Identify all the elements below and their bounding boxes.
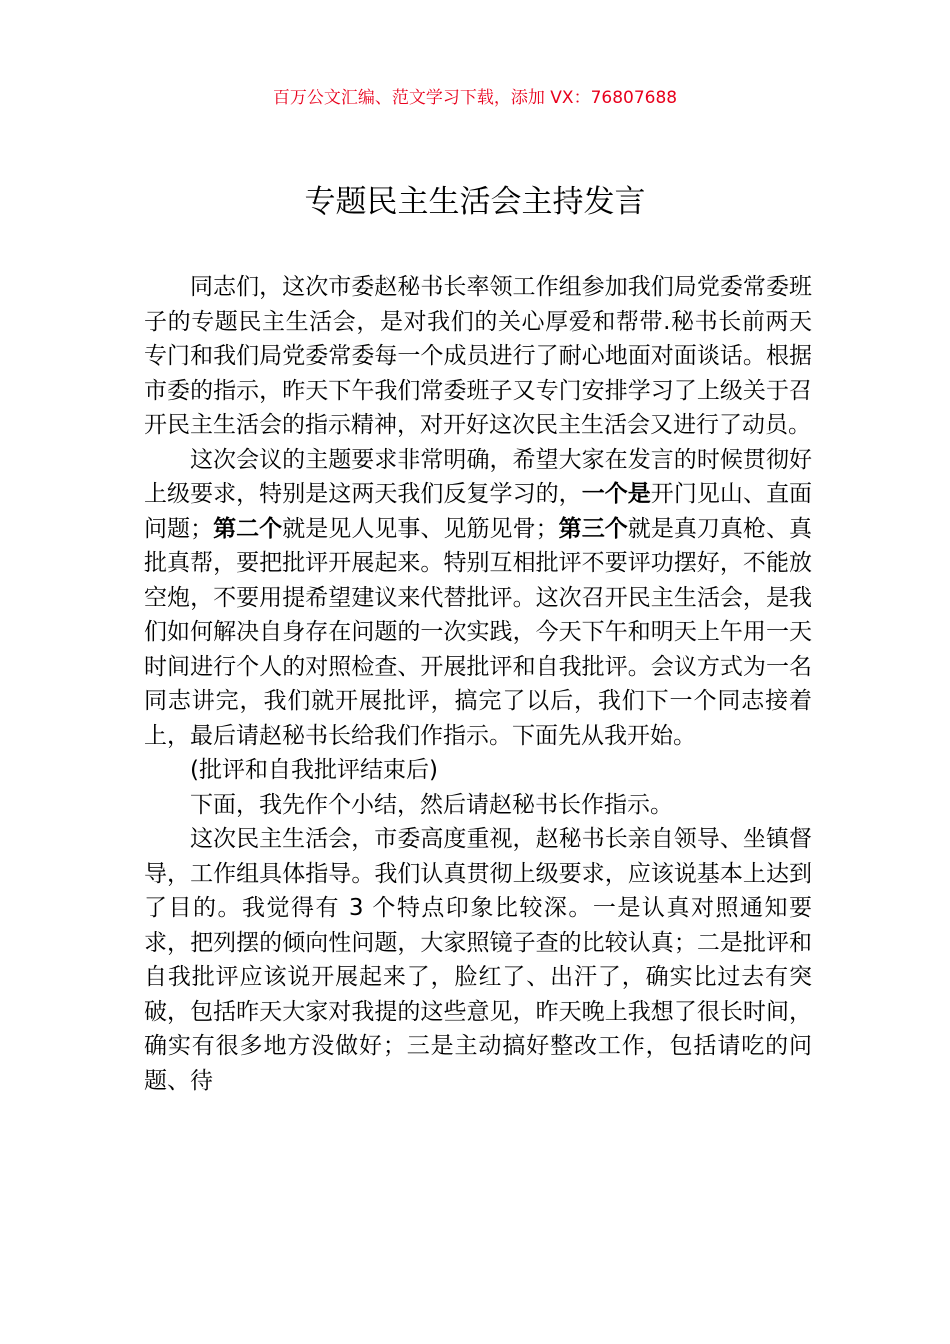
- paragraph-4: 下面，我先作个小结，然后请赵秘书长作指示。: [190, 791, 673, 818]
- document-title: 专题民主生活会主持发言: [304, 184, 646, 220]
- paragraph-2-bold-2: 第二个: [213, 515, 283, 542]
- paragraph-2-bold-3: 第三个: [558, 515, 628, 542]
- paragraph-2: [144, 443, 812, 754]
- paragraph-2-text-e: 就是真刀真枪、真批真帮，要把批评开展起来。特别互相批评不要评功摆好，不能放空炮，不要用提希望建议来代替批评。这次召开民主生活会，是我们如何解决自身存在问题的一次实践，今天下午和明天上午用一天时间进行个人的对照检查、开展批评和自我批评。会议方式为一名同志讲完，我们就开展批评，搞完了以后，我们下一个同志接着上，最后请赵秘书长给我们作指示。下面先从我开始。: [144, 515, 813, 749]
- paragraph-2-text-c: 开门见山、直面问题；: [144, 481, 813, 542]
- paragraph-2-text-d: 就是见人见事、见筋见骨；: [282, 515, 559, 542]
- paragraph-1: 同志们，这次市委赵秘书长率领工作组参加我们局党委常委班子的专题民主生活会，是对我们的关心厚爱和帮带.秘书长前两天专门和我们局党委常委每一个成员进行了耐心地面对面谈话。根据市委的指示，昨天下午我们常委班子又专门安排学习了上级关于召开民主生活会的指示精神，对开好这次民主生活会又进行了动员。: [144, 274, 812, 438]
- header-note: 百万公文汇编、范文学习下载，添加 VX：76807688: [272, 88, 678, 108]
- document-body: [144, 270, 812, 1098]
- paragraph-2-text-a: 这次会议的主题要求非常明确，希望大家在发言的时候贯彻好上级要求，特别是这两天我们反复学习的，: [144, 446, 812, 507]
- paragraph-5: 这次民主生活会，市委高度重视，赵秘书长亲自领导、坐镇督导，工作组具体指导。我们认真贯彻上级要求，应该说基本上达到了目的。我觉得有 3 个特点印象比较深。一是认真对照通知要求，把列摆的倾向性问题，大家照镜子查的比较认真；二是批评和自我批评应该说开展起来了，脸红了、出汗了，确实比过去有突破，包括昨天大家对我提的这些意见，昨天晚上我想了很长时间，确实有很多地方没做好；三是主动搞好整改工作，包括请吃的问题、待: [144, 826, 812, 1094]
- paragraph-2-bold-1: 一个是: [581, 481, 651, 507]
- paragraph-3: (批评和自我批评结束后): [190, 757, 438, 783]
